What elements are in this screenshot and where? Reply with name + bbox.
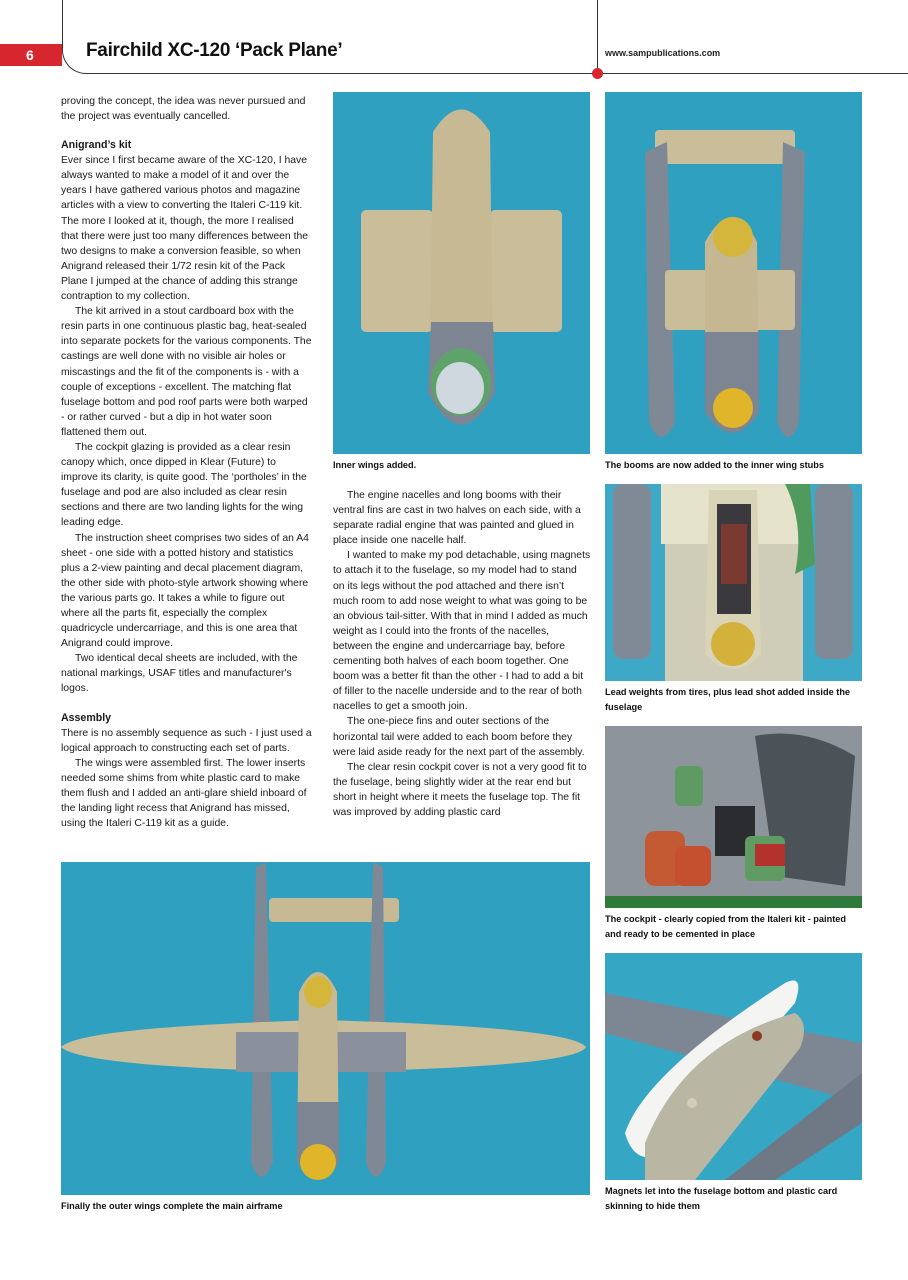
caption-magnets: Magnets let into the fuselage bottom and plastic card skinning to hide them — [605, 1186, 838, 1211]
section-heading-assembly: Assembly — [61, 711, 112, 724]
photo-inner-wings — [333, 92, 590, 454]
paragraph: Two identical decal sheets are included, with the national markings, USAF titles and manufacturer's logos. — [61, 653, 298, 695]
page-number: 6 — [0, 44, 62, 66]
article-column-1 — [61, 94, 313, 831]
caption-lead-weights: Lead weights from tires, plus lead shot added inside the fuselage — [605, 687, 851, 712]
website-url[interactable]: www.sampublications.com — [605, 48, 721, 58]
header-red-dot — [592, 68, 603, 79]
caption-cockpit: The cockpit - clearly copied from the Italeri kit - painted and ready to be cemented in place — [605, 914, 846, 939]
paragraph: The wings were assembled first. The lower inserts needed some shims from white plastic card to make them flush and I added an anti-glare shield inboard of the landing light recess that Anigrand has missed, using the Italeri C-119 kit as a guide. — [61, 757, 307, 830]
caption-outer-wings: Finally the outer wings complete the main airframe — [61, 1201, 283, 1211]
paragraph: The kit arrived in a stout cardboard box with the resin parts in one continuous plastic bag, heat-sealed into separate pockets for the various components. The castings are well done with no visible air holes or miscastings and the fit of the components is - with a couple of exceptions - excellent. The matching flat fuselage bottom and pod roof parts were both warped - or rather curved - but a dip in hot water soon flattened them out. — [61, 306, 312, 438]
header-divider-right — [597, 0, 598, 73]
caption-inner-wings: Inner wings added. — [333, 460, 417, 470]
photo-cockpit — [605, 726, 862, 908]
caption-booms: The booms are now added to the inner wing stubs — [605, 460, 824, 470]
header-divider-left — [62, 0, 63, 50]
photo-outer-wings — [61, 862, 590, 1195]
paragraph: The cockpit glazing is provided as a clear resin canopy which, once dipped in Klear (Future) to improve its clarity, is quite good. The ‘portholes’ in the fuselage and pod are also included as clear resin sections and there are two landing lights for the wing leading edge. — [61, 441, 307, 529]
article-column-2 — [333, 488, 591, 820]
paragraph: The engine nacelles and long booms with their ventral fins are cast in two halves on each side, with a separate radial engine that was painted and glued in place inside one nacelle half. — [333, 490, 581, 547]
page-title: Fairchild XC-120 ‘Pack Plane’ — [86, 40, 343, 61]
header-rule — [86, 73, 908, 74]
paragraph: Ever since I first became aware of the XC-120, I have always wanted to make a model of it and over the years I have gathered various photos and magazine articles with a view to converting the Italeri C-119 kit. The more I looked at it, though, the more I realised that there were just too many differences between the two designs to make a conversion feasible, so when Anigrand released their 1/72 resin kit of the Pack Plane I jumped at the chance of adding this strange contraption to my collection. — [61, 155, 309, 303]
photo-booms — [605, 92, 862, 454]
header-curve — [62, 48, 86, 74]
paragraph: The one-piece fins and outer sections of the horizontal tail were added to each boom before they were laid aside ready for the next part of the assembly. — [333, 716, 585, 758]
paragraph: There is no assembly sequence as such - I just used a logical approach to constructing each set of parts. — [61, 727, 312, 754]
photo-lead-weights — [605, 484, 862, 681]
paragraph: The clear resin cockpit cover is not a very good fit to the fuselage, being slightly wider at the rear end but short in height where it meets the fuselage top. The fit was improved by adding plastic card — [333, 761, 587, 818]
section-heading-kit: Anigrand’s kit — [61, 139, 132, 152]
photo-magnets — [605, 953, 862, 1180]
paragraph: proving the concept, the idea was never pursued and the project was eventually cancelled. — [61, 96, 306, 123]
paragraph: The instruction sheet comprises two sides of an A4 sheet - one side with a potted history and statistics plus a 2-view painting and decal placement diagram, the other side with photo-style artwork showing where the various parts go. It takes a while to figure out where all the parts fit, especially the complex quadricycle undercarriage, and this is one area that Anigrand could improve. — [61, 532, 309, 650]
paragraph: I wanted to make my pod detachable, using magnets to attach it to the fuselage, so my model had to stand on its legs without the pod attached and there isn’t much room to add nose weight to what was going to be an obvious tail-sitter. With that in mind I added as much weight as I could into the fronts of the nacelles, between the engine and undercarriage bay, before cementing both halves of each boom together. One boom was a better fit than the other - I had to add a bit of filler to the nacelle underside and to the rear of both nacelles to get a smooth join. — [333, 550, 591, 713]
